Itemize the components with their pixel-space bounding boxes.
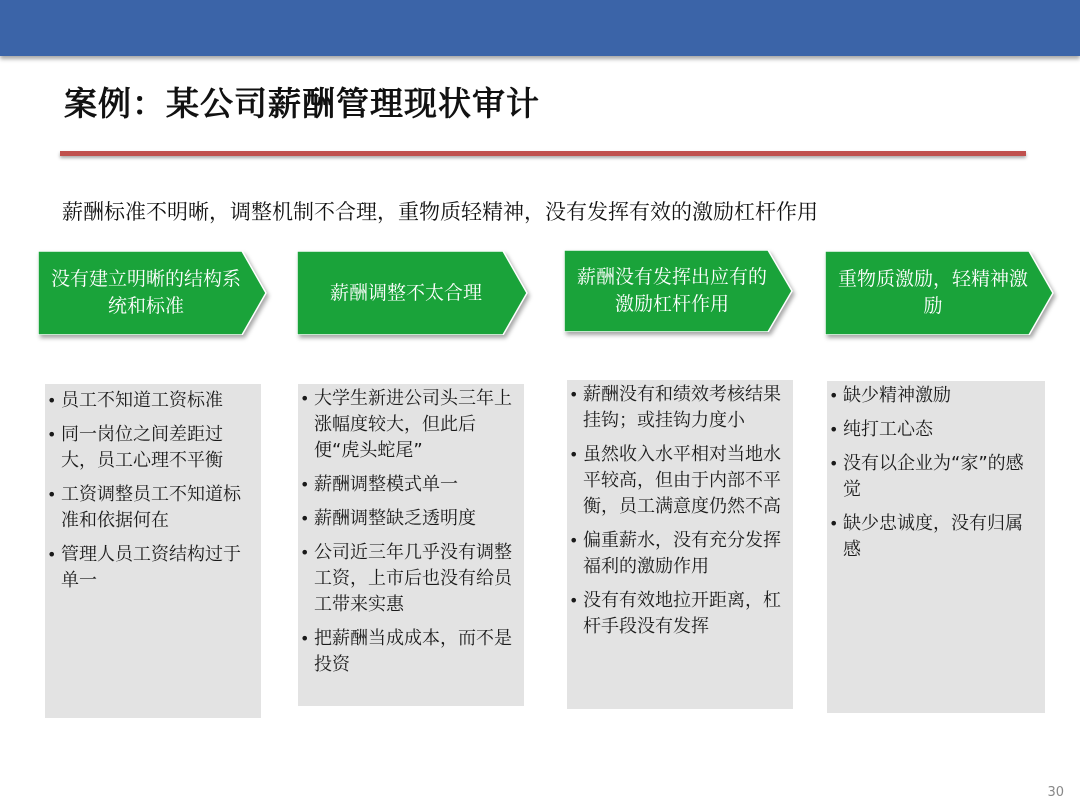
list-item: • 员工不知道工资标准: [47, 390, 223, 411]
list-item: • 没有以企业为“家”的感觉: [829, 453, 1024, 500]
title-divider: [60, 151, 1026, 156]
list-item: • 同一岗位之间差距过大，员工心理不平衡: [47, 424, 223, 471]
card-3: [567, 380, 793, 709]
list-item: • 没有有效地拉开距离，杠杆手段没有发挥: [569, 590, 781, 637]
card-1: [45, 384, 261, 718]
list-item: • 把薪酬当成成本，而不是投资: [300, 628, 512, 675]
card-3-list: [567, 380, 793, 640]
summary-statement: 薪酬标准不明晰，调整机制不合理，重物质轻精神，没有发挥有效的激励杠杆作用: [62, 200, 818, 224]
list-item: • 管理人员工资结构过于单一: [47, 544, 241, 591]
card-2: [298, 384, 524, 706]
list-item: • 薪酬没有和绩效考核结果挂钩；或挂钩力度小: [569, 384, 781, 431]
card-4-list: [827, 381, 1045, 563]
list-item: • 偏重薪水，没有充分发挥福利的激励作用: [569, 530, 781, 577]
arrow-heading-1: [38, 251, 268, 335]
list-item: • 薪酬调整缺乏透明度: [300, 508, 476, 529]
arrow-heading-2-label: 薪酬调整不太合理: [329, 281, 482, 304]
arrow-heading-3: [564, 250, 794, 332]
list-item: • 公司近三年几乎没有调整工资，上市后也没有给员工带来实惠: [300, 542, 512, 615]
list-item: • 虽然收入水平相对当地水平较高，但由于内部不平衡，员工满意度仍然不高: [569, 444, 781, 517]
list-item: • 缺少忠诚度，没有归属感: [829, 513, 1023, 560]
top-banner: [0, 0, 1080, 56]
list-item: • 工资调整员工不知道标准和依据何在: [47, 484, 241, 531]
arrow-heading-2: [297, 251, 529, 335]
card-1-list: [45, 384, 261, 594]
card-2-list: [298, 384, 524, 678]
list-item: • 纯打工心态: [829, 419, 933, 440]
list-item: • 大学生新进公司头三年上涨幅度较大，但此后便“虎头蛇尾”: [300, 388, 512, 461]
list-item: • 缺少精神激励: [829, 385, 951, 406]
card-4: [827, 381, 1045, 713]
arrow-heading-1-label: 没有建立明晰的结构系统和标准: [50, 268, 241, 317]
arrow-heading-4: [825, 251, 1055, 335]
slide-title: 案例：某公司薪酬管理现状审计: [64, 84, 540, 123]
arrow-heading-3-label: 薪酬没有发挥出应有的激励杠杆作用: [576, 266, 767, 315]
arrow-heading-4-label: 重物质激励，轻精神激励: [837, 268, 1028, 317]
list-item: • 薪酬调整模式单一: [300, 474, 458, 495]
page-number: 30: [1047, 785, 1064, 800]
